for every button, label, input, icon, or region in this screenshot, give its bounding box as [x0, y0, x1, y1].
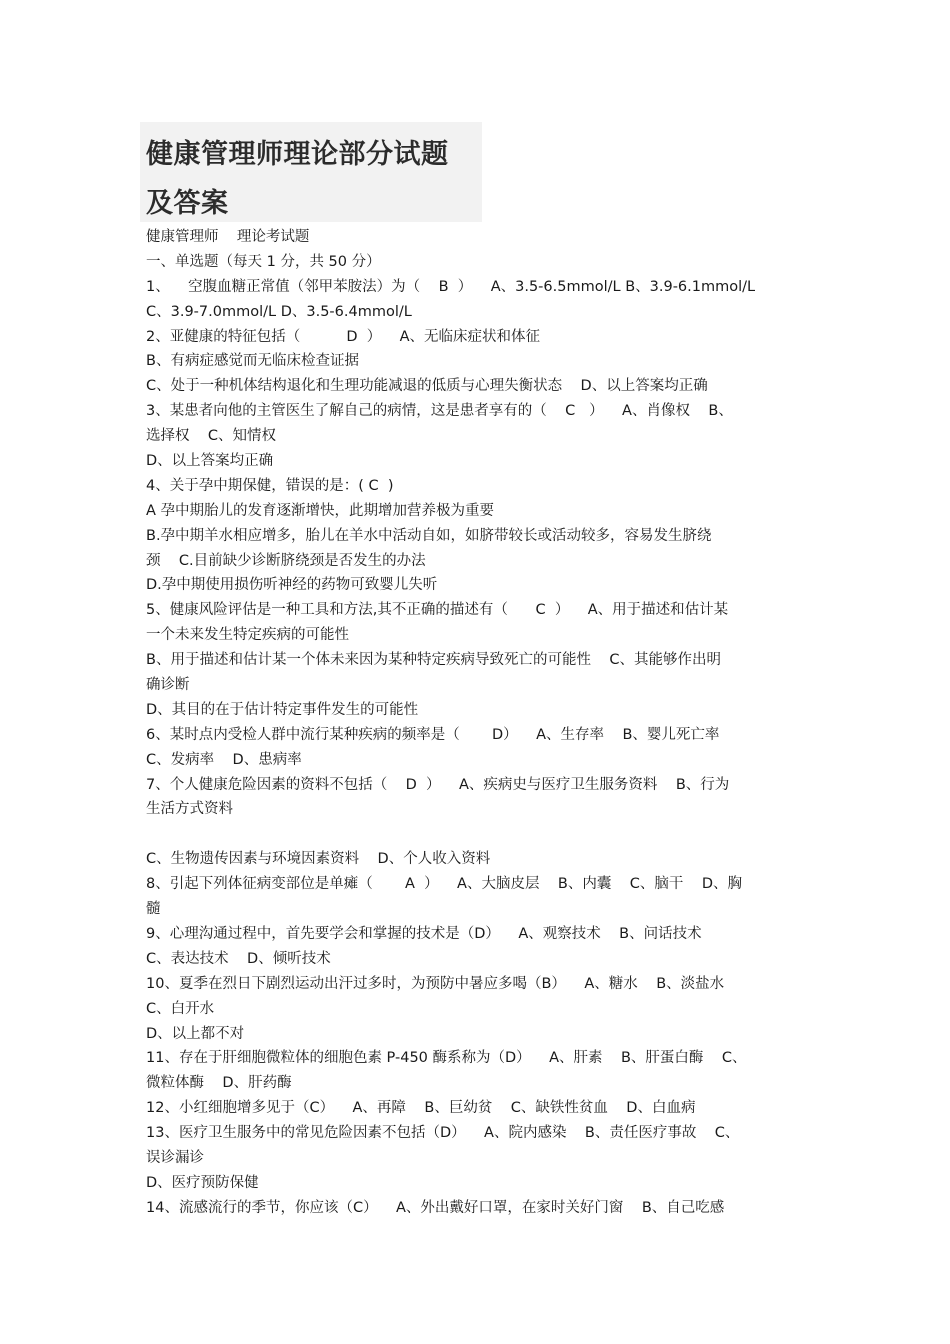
text-line: D、以上答案均正确: [146, 453, 274, 470]
text-line: 10、夏季在烈日下剧烈运动出汗过多时，为预防中暑应多喝（B） A、糖水 B、淡盐水: [146, 975, 725, 992]
text-line: 6、某时点内受检人群中流行某种疾病的频率是（ D） A、生存率 B、婴儿死亡率: [146, 726, 720, 743]
text-line: 12、小红细胞增多见于（C） A、再障 B、巨幼贫 C、缺铁性贫血 D、白血病: [146, 1100, 696, 1117]
text-line: 11、存在于肝细胞微粒体的细胞色素 P-450 酶系称为（D） A、肝素 B、肝蛋白酶 C、: [146, 1050, 747, 1067]
text-line: 误诊漏诊: [146, 1149, 204, 1166]
text-line: 13、医疗卫生服务中的常见危险因素不包括（D） A、院内感染 B、责任医疗事故 C、: [146, 1125, 740, 1142]
document-body: [146, 225, 818, 1221]
text-line: C、表达技术 D、倾听技术: [146, 950, 331, 967]
text-line: 一、单选题（每天 1 分，共 50 分）: [146, 253, 381, 270]
text-line: C、发病率 D、患病率: [146, 751, 302, 768]
text-line: B、有病症感觉而无临床检查证据: [146, 353, 359, 370]
text-line: 8、引起下列体征病变部位是单瘫（ A ） A、大脑皮层 B、内囊 C、脑干 D、胸: [146, 876, 743, 893]
text-line: 9、心理沟通过程中，首先要学会和掌握的技术是（D） A、观察技术 B、问话技术: [146, 925, 702, 942]
text-line: 4、关于孕中期保健，错误的是：( C ): [146, 477, 394, 494]
text-line: 3、某患者向他的主管医生了解自己的病情，这是患者享有的（ C ） A、肖像权 B、: [146, 403, 733, 420]
text-line: 一个未来发生特定疾病的可能性: [146, 627, 349, 644]
text-line: 健康管理师 理论考试题: [146, 229, 310, 245]
text-line: D、医疗预防保健: [146, 1174, 259, 1191]
text-line: 14、流感流行的季节，你应该（C） A、外出戴好口罩，在家时关好门窗 B、自己吃感: [146, 1199, 725, 1216]
document-title-line-1: 健康管理师理论部分试题: [146, 139, 449, 170]
text-line: 髓: [146, 901, 161, 918]
text-line: 确诊断: [146, 677, 190, 694]
text-line: A 孕中期胎儿的发育逐渐增快，此期增加营养极为重要: [146, 502, 495, 519]
text-line: C、处于一种机体结构退化和生理功能减退的低质与心理失衡状态 D、以上答案均正确: [146, 378, 708, 395]
text-line: C、白开水: [146, 1000, 215, 1017]
text-line: 2、亚健康的特征包括（ D ） A、无临床症状和体征: [146, 328, 541, 345]
text-line: 5、健康风险评估是一种工具和方法,其不正确的描述有（ C ） A、用于描述和估计某: [146, 602, 729, 619]
text-line: 微粒体酶 D、肝药酶: [146, 1075, 292, 1092]
title-block: [140, 122, 482, 222]
text-line: C、生物遗传因素与环境因素资料 D、个人收入资料: [146, 851, 491, 868]
document-title-line-2: 及答案: [146, 188, 229, 219]
text-line: 7、个人健康危险因素的资料不包括（ D ） A、疾病史与医疗卫生服务资料 B、行为: [146, 776, 730, 793]
text-line: D、其目的在于估计特定事件发生的可能性: [146, 701, 419, 718]
text-line: D、以上都不对: [146, 1025, 245, 1042]
text-line: 颈 C.目前缺少诊断脐绕颈是否发生的办法: [146, 552, 426, 569]
text-line: C、3.9-7.0mmol/L D、3.5-6.4mmol/L: [146, 303, 412, 320]
text-line: 选择权 C、知情权: [146, 428, 277, 445]
text-line: D.孕中期使用损伤听神经的药物可致婴儿失听: [146, 577, 438, 594]
text-line: [146, 822, 818, 847]
text-line: B.孕中期羊水相应增多，胎儿在羊水中活动自如，如脐带较长或活动较多，容易发生脐绕: [146, 527, 712, 544]
text-line: 1、 空腹血糖正常值（邻甲苯胺法）为（ B ） A、3.5-6.5mmol/L B、3.9-6.1mmol/L: [146, 278, 756, 295]
text-line: 生活方式资料: [146, 801, 233, 818]
text-line: B、用于描述和估计某一个体未来因为某种特定疾病导致死亡的可能性 C、其能够作出明: [146, 652, 722, 669]
